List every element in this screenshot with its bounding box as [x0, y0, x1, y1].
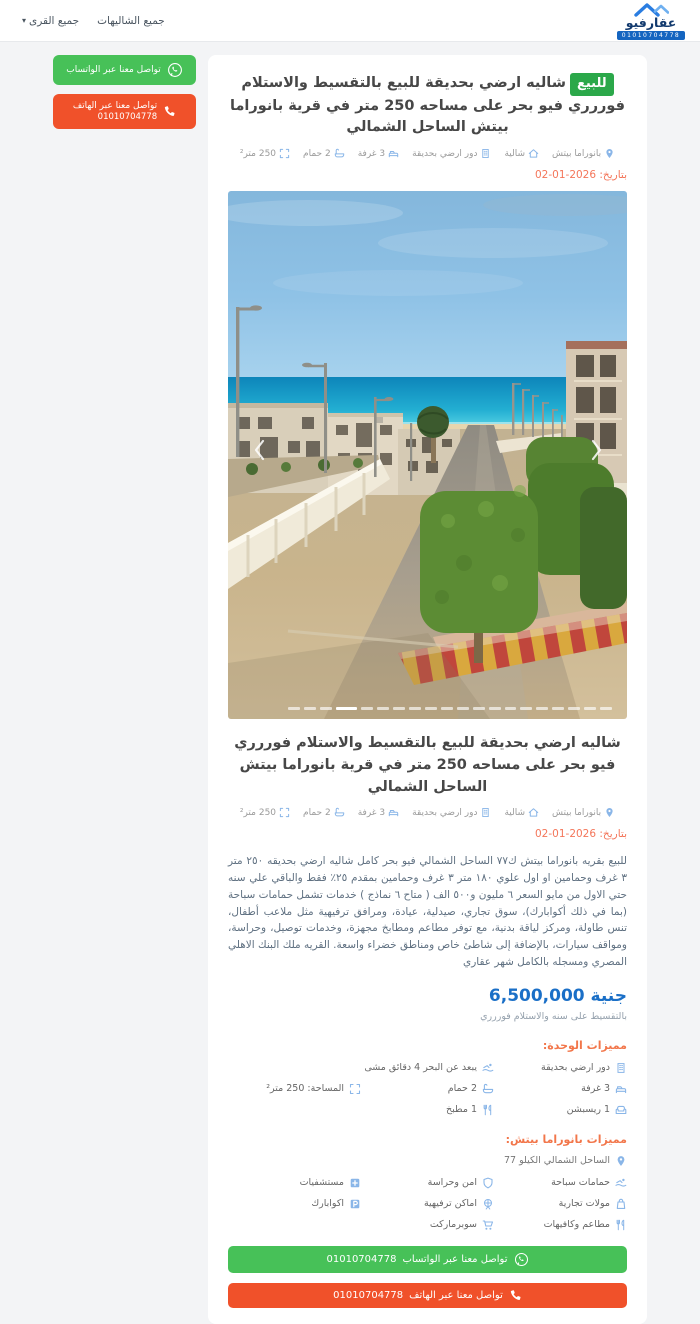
caret-down-icon: ▾	[22, 16, 27, 25]
kitchen-icon	[482, 1104, 494, 1116]
building-icon	[480, 807, 491, 818]
meta-type: شالية	[504, 148, 539, 159]
feature-item: 1 ريسبشن	[494, 1104, 627, 1116]
meta-rooms: 3 غرفة	[358, 807, 399, 818]
listing-meta-row	[228, 148, 627, 159]
home-icon	[528, 148, 539, 159]
feature-item: دور ارضي بحديقة	[494, 1062, 627, 1074]
photo-carousel	[228, 191, 627, 719]
bath-icon	[334, 807, 345, 818]
header-nav	[10, 15, 165, 27]
feature-item-empty	[228, 1062, 361, 1074]
carousel-indicators[interactable]	[288, 707, 612, 711]
top-header	[0, 0, 700, 42]
village-location: الساحل الشمالي الكيلو 77	[228, 1155, 627, 1167]
feature-item-empty	[228, 1219, 361, 1231]
feature-item: 2 حمام	[361, 1083, 494, 1095]
area-icon	[279, 807, 290, 818]
property-photo	[228, 191, 627, 719]
feature-item-empty	[228, 1104, 361, 1116]
feature-item: حمامات سباحة	[494, 1177, 627, 1189]
nav-all-chalets[interactable]: جميع الشاليهات	[97, 14, 165, 27]
bed-icon	[388, 807, 399, 818]
page-layout	[0, 42, 700, 1324]
carousel-prev-arrow[interactable]	[253, 439, 267, 461]
location-pin-icon	[615, 1155, 627, 1167]
aquapark-icon	[349, 1198, 361, 1210]
brand-name: عقارفيو	[625, 14, 677, 30]
shield-icon	[482, 1177, 494, 1189]
village-features-grid	[228, 1177, 627, 1231]
listing-date: بتاريخ: 2026-01-02	[534, 169, 627, 181]
brand-logo[interactable]	[612, 2, 690, 40]
location-pin-icon	[604, 148, 615, 159]
listing-title-repeat: شاليه ارضي بحديقة للبيع بالتقسيط والاستلام فوررري فيو بحر على مساحه 250 متر في قرية بانوراما بيتش الساحل الشمالي	[234, 735, 621, 795]
meta-location: بانوراما بيتش	[552, 148, 615, 159]
meta-floor: دور ارضي بحديقة	[412, 148, 491, 159]
feature-item: اكوابارك	[228, 1198, 361, 1210]
contact-sidebar	[53, 55, 196, 129]
listing-card	[208, 55, 647, 1324]
feature-item: المساحة: 250 متر²	[228, 1083, 361, 1095]
listing-meta-row-repeat	[228, 807, 627, 818]
meta-area: 250 متر²	[240, 807, 290, 818]
whatsapp-icon	[167, 62, 183, 78]
listing-title: للبيعشاليه ارضي بحديقة للبيع بالتقسيط والاستلام فوررري فيو بحر على مساحه 250 متر في قرية بانوراما بيتش الساحل الشمالي	[230, 75, 625, 136]
sofa-icon	[615, 1104, 627, 1116]
meta-baths: 2 حمام	[303, 807, 345, 818]
listing-date-repeat: بتاريخ: 2026-01-02	[534, 828, 627, 841]
whatsapp-contact-button[interactable]: تواصل معنا عبر الواتساب 01010704778	[228, 1246, 627, 1273]
home-icon	[528, 807, 539, 818]
listing-description: للبيع بقريه بانوراما بيتش ك٧٧ الساحل الشمالي فيو بحر كامل شاليه ارضي بحديقه ٢٥٠ متر ٣ غرف وحمامين او اول علوي ١٨٠ متر ٣ غرف وحمامين بمقدم ٢٥٪ فقط والباقي علي سنه حتي الاول من مايو السعر ٦ مليون و٥٠٠ الف ( متاح ٦ نماذج ) خدمات تشمل حمامات سباحة (بما في ذلك أكوابارك)، سوق تجاري، صيدلية، عيادة، ومرافق ترفيهية مثل ملاعب أطفال، تنس طاولة، ومركز لياقة بدنية، مع توفر مطاعم ومطابخ مجهزة، وخدمات توصيل، وحراسة، ومواقف سيارات، بالإضافة إلى شاطئ خاص ومناطق خضراء واسعة. القريه ملك البنك الاهلي المصري ومسجله بالكامل شهر عقاري	[228, 855, 627, 969]
bed-icon	[615, 1083, 627, 1095]
unit-features-heading: مميزات الوحدة:	[542, 1038, 627, 1052]
location-pin-icon	[604, 807, 615, 818]
meta-area: 250 متر²	[240, 148, 290, 159]
area-icon	[279, 148, 290, 159]
swimmer-icon	[482, 1062, 494, 1074]
area-icon	[349, 1083, 361, 1095]
whatsapp-icon	[514, 1252, 529, 1267]
meta-baths: 2 حمام	[303, 148, 345, 159]
carousel-next-arrow[interactable]	[589, 439, 603, 461]
nav-all-villages[interactable]: جميع القرى ▾	[22, 14, 80, 27]
phone-icon	[163, 105, 176, 118]
phone-contact-button[interactable]: تواصل معنا عبر الهاتف 01010704778	[228, 1283, 627, 1308]
mall-icon	[615, 1198, 627, 1210]
supermarket-icon	[482, 1219, 494, 1231]
feature-item: يبعد عن البحر 4 دقائق مشى	[361, 1062, 494, 1074]
for-sale-badge: للبيع	[570, 73, 614, 96]
feature-item: 3 غرفة	[494, 1083, 627, 1095]
brand-phone: 01010704778	[617, 31, 686, 40]
hospital-icon	[349, 1177, 361, 1189]
meta-floor: دور ارضي بحديقة	[412, 807, 491, 818]
feature-item: سوبرماركت	[361, 1219, 494, 1231]
feature-item: اماكن ترفيهية	[361, 1198, 494, 1210]
restaurant-icon	[615, 1219, 627, 1231]
sidebar-phone-button[interactable]: تواصل معنا عبر الهاتف 01010704778	[53, 94, 196, 129]
bath-icon	[482, 1083, 494, 1095]
feature-item: مولات تجارية	[494, 1198, 627, 1210]
meta-location: بانوراما بيتش	[552, 807, 615, 818]
bed-icon	[388, 148, 399, 159]
listing-price-note: بالتقسيط على سنه والاستلام فوررري	[480, 1010, 627, 1022]
village-features-heading: مميزات بانوراما بيتش:	[505, 1132, 627, 1146]
bath-icon	[334, 148, 345, 159]
meta-type: شالية	[504, 807, 539, 818]
meta-rooms: 3 غرفة	[358, 148, 399, 159]
entertainment-icon	[482, 1198, 494, 1210]
unit-features-grid	[228, 1062, 627, 1116]
feature-item: مطاعم وكافيهات	[494, 1219, 627, 1231]
feature-item: 1 مطبخ	[361, 1104, 494, 1116]
phone-icon	[509, 1289, 522, 1302]
listing-price: 6,500,000 جنية	[488, 985, 627, 1006]
building-icon	[480, 148, 491, 159]
swimmer-icon	[615, 1177, 627, 1189]
sidebar-whatsapp-button[interactable]: تواصل معنا عبر الواتساب	[53, 55, 196, 85]
feature-item: امن وحراسة	[361, 1177, 494, 1189]
feature-item: مستشفيات	[228, 1177, 361, 1189]
building-icon	[615, 1062, 627, 1074]
